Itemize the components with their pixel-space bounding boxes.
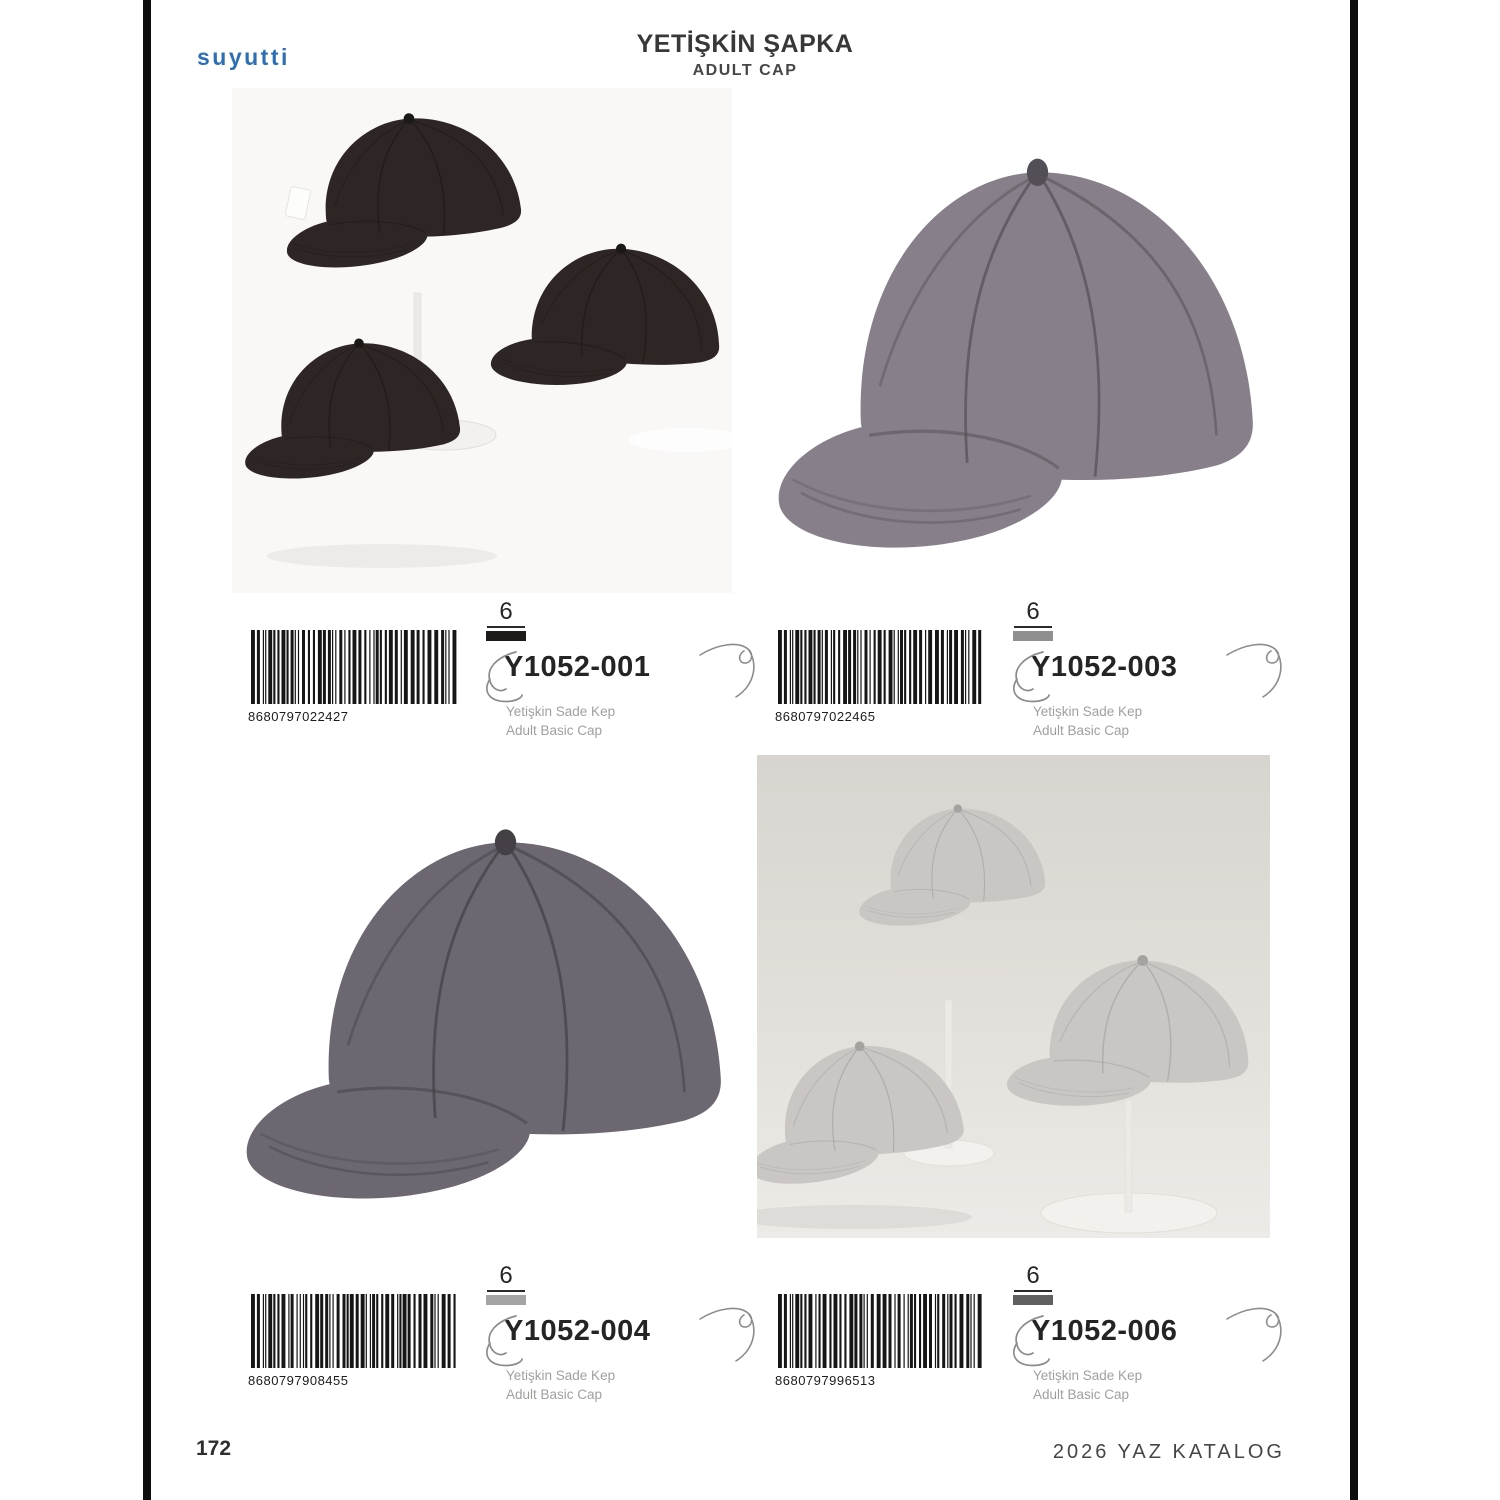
display-stand: [392, 293, 496, 450]
pack-quantity: 6: [499, 1262, 513, 1289]
product-photo: [765, 105, 1275, 595]
barcode: [248, 630, 462, 724]
code-row: [1013, 647, 1243, 689]
flourish-right-icon: [698, 1302, 760, 1370]
page-number: 172: [196, 1437, 232, 1460]
color-swatch: [486, 631, 526, 641]
code-row: [486, 647, 716, 689]
cap-illustration: [757, 1035, 967, 1187]
quantity-rule: [1014, 626, 1052, 628]
product-meta: [1013, 1262, 1243, 1404]
product-name-tr: Yetişkin Sade Kep: [506, 1368, 616, 1383]
pack-quantity: 6: [1026, 1262, 1040, 1289]
quantity-rule: [487, 1290, 525, 1292]
page-header: [445, 30, 1045, 80]
product-name-tr: Yetişkin Sade Kep: [1033, 1368, 1143, 1383]
cap-illustration: [247, 829, 721, 1198]
barcode: [775, 630, 989, 724]
page-edge-left: [143, 0, 151, 1500]
color-swatch: [1013, 1295, 1053, 1305]
product-name: [1033, 702, 1243, 740]
product-photo-illustration: [765, 105, 1275, 595]
code-row: [486, 1311, 716, 1353]
product-photo-illustration: [233, 778, 743, 1243]
page-edge-right: [1350, 0, 1358, 1500]
product-name: [506, 1366, 716, 1404]
product-meta: [1013, 598, 1243, 740]
flourish-left-icon: [1005, 649, 1057, 705]
barcode-icon: [775, 1294, 987, 1370]
product-name-tr: Yetişkin Sade Kep: [506, 704, 616, 719]
product-photo: [232, 88, 732, 593]
product-photo-illustration: [757, 755, 1270, 1238]
flourish-right-icon: [1225, 638, 1287, 706]
barcode-number: 8680797908455: [248, 1373, 349, 1388]
product-info: [248, 1262, 748, 1427]
color-swatch: [486, 1295, 526, 1305]
product-code: Y1052-004: [504, 1315, 651, 1347]
pack-quantity: 6: [499, 598, 513, 625]
color-swatch: [1013, 631, 1053, 641]
pack-quantity: 6: [1026, 598, 1040, 625]
product-code: Y1052-001: [504, 651, 651, 683]
product-code: Y1052-006: [1031, 1315, 1178, 1347]
barcode: [248, 1294, 462, 1388]
barcode-icon: [248, 1294, 460, 1370]
barcode-number: 8680797022427: [248, 709, 349, 724]
product-meta: [486, 598, 716, 740]
display-stand: [1041, 1100, 1217, 1233]
flourish-right-icon: [1225, 1302, 1287, 1370]
product-name: [506, 702, 716, 740]
product-code: Y1052-003: [1031, 651, 1178, 683]
flourish-left-icon: [478, 649, 530, 705]
product-photo: [233, 778, 743, 1243]
product-meta: [486, 1262, 716, 1404]
product-name: [1033, 1366, 1243, 1404]
product-info: [775, 598, 1275, 763]
product-name-en: Adult Basic Cap: [1033, 1387, 1130, 1402]
cap-illustration: [1006, 950, 1252, 1112]
quantity-rule: [1014, 1290, 1052, 1292]
product-name-en: Adult Basic Cap: [1033, 723, 1130, 738]
page-subtitle: ADULT CAP: [692, 62, 798, 79]
cap-illustration: [280, 108, 524, 271]
page-title: YETİŞKİN ŞAPKA: [636, 30, 854, 58]
product-name-en: Adult Basic Cap: [506, 1387, 603, 1402]
product-name-en: Adult Basic Cap: [506, 723, 603, 738]
flourish-right-icon: [698, 638, 760, 706]
cap-illustration: [856, 801, 1047, 927]
cap-illustration: [490, 237, 724, 393]
display-stand: [904, 1000, 994, 1166]
barcode-icon: [248, 630, 460, 706]
brand-logo: suyutti: [197, 44, 290, 70]
barcode-icon: [775, 630, 987, 706]
code-row: [1013, 1311, 1243, 1353]
barcode-number: 8680797996513: [775, 1373, 876, 1388]
flourish-left-icon: [1005, 1313, 1057, 1369]
product-info: [248, 598, 748, 763]
barcode-number: 8680797022465: [775, 709, 876, 724]
product-name-tr: Yetişkin Sade Kep: [1033, 704, 1143, 719]
cap-illustration: [779, 159, 1253, 548]
catalog-label: 2026 YAZ KATALOG: [1052, 1441, 1285, 1463]
product-info: [775, 1262, 1275, 1427]
quantity-rule: [487, 626, 525, 628]
product-photo-illustration: [232, 88, 732, 593]
product-photo: [757, 755, 1270, 1238]
barcode: [775, 1294, 989, 1388]
cap-illustration: [241, 335, 462, 480]
flourish-left-icon: [478, 1313, 530, 1369]
